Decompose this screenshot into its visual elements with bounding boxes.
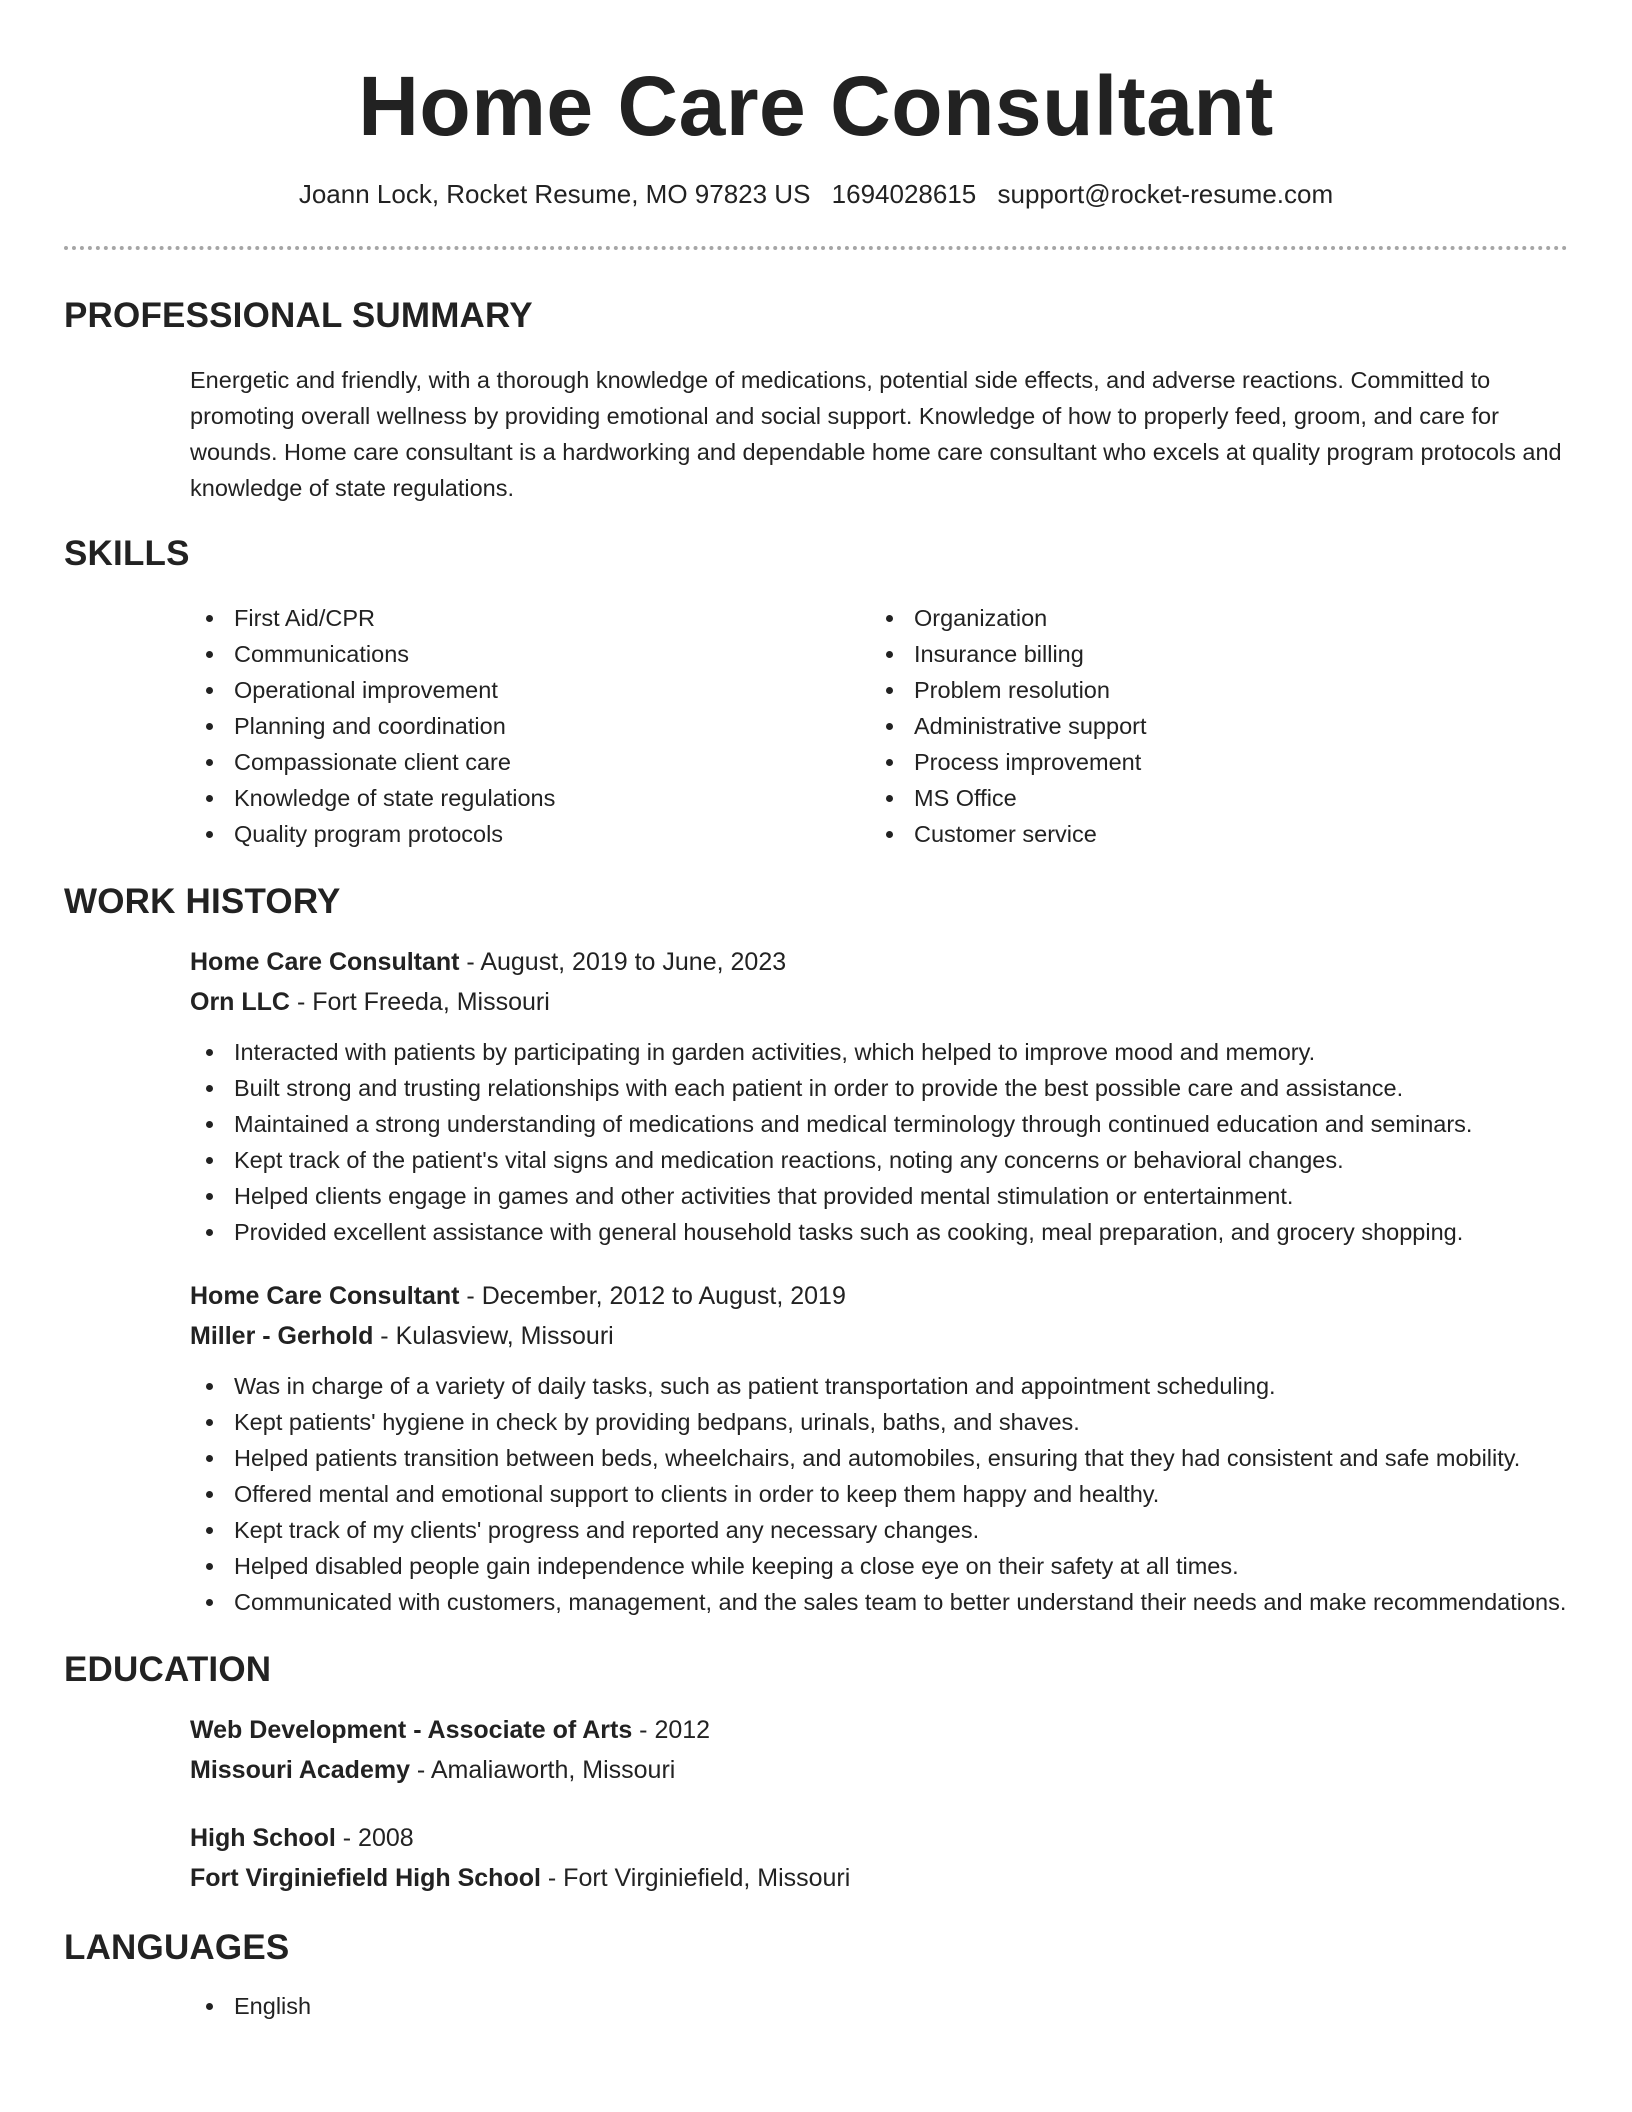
duty-item: Maintained a strong understanding of medications and medical terminology through continued education and seminars. — [190, 1106, 1568, 1142]
education-school-line — [190, 1858, 1568, 1898]
duty-item: Interacted with patients by participating in garden activities, which helped to improve mood and memory. — [190, 1034, 1568, 1070]
skills-list — [190, 600, 1568, 852]
skills-column-left — [190, 600, 870, 852]
education-school: Missouri Academy — [190, 1756, 410, 1784]
skill-item: Operational improvement — [190, 672, 870, 708]
duty-item: Helped clients engage in games and other activities that provided mental stimulation or entertainment. — [190, 1178, 1568, 1214]
education-year: - 2008 — [335, 1824, 414, 1852]
resume-title: Home Care Consultant — [358, 59, 1274, 153]
skill-item: Knowledge of state regulations — [190, 780, 870, 816]
job-duties — [190, 1368, 1568, 1620]
job-title: Home Care Consultant — [190, 1282, 460, 1310]
skills-heading: SKILLS — [64, 534, 190, 573]
header-divider — [64, 246, 1568, 250]
duty-item: Communicated with customers, management, and the sales team to better understand their needs and make recommendations. — [190, 1584, 1568, 1620]
contact-line — [64, 176, 1568, 212]
job-dates: - August, 2019 to June, 2023 — [459, 948, 787, 976]
skill-item: Administrative support — [870, 708, 1550, 744]
work-heading: WORK HISTORY — [64, 882, 341, 921]
education-school-line — [190, 1750, 1568, 1790]
languages-heading: LANGUAGES — [64, 1928, 290, 1967]
skill-item: MS Office — [870, 780, 1550, 816]
skill-item: Problem resolution — [870, 672, 1550, 708]
education-year: - 2012 — [632, 1716, 711, 1744]
job-duties — [190, 1034, 1568, 1250]
contact-address: Joann Lock, Rocket Resume, MO 97823 US — [298, 179, 811, 209]
education-heading: EDUCATION — [64, 1650, 272, 1689]
skill-item: Customer service — [870, 816, 1550, 852]
duty-item: Provided excellent assistance with general household tasks such as cooking, meal preparation, and grocery shopping. — [190, 1214, 1568, 1250]
resume-page — [64, 0, 1568, 2024]
job-company-line — [190, 1316, 1568, 1356]
language-item: English — [190, 1988, 1568, 2024]
job-title-line — [190, 1276, 1568, 1316]
duty-item: Helped patients transition between beds, wheelchairs, and automobiles, ensuring that they had consistent and safe mobility. — [190, 1440, 1568, 1476]
job-company: Orn LLC — [190, 988, 290, 1016]
job-entry — [190, 1276, 1568, 1620]
skill-item: Process improvement — [870, 744, 1550, 780]
job-location: - Kulasview, Missouri — [373, 1322, 614, 1350]
education-degree: High School — [190, 1824, 336, 1852]
languages-list — [190, 1988, 1568, 2024]
duty-item: Kept track of my clients' progress and reported any necessary changes. — [190, 1512, 1568, 1548]
education-entry — [190, 1710, 1568, 1790]
skill-item: First Aid/CPR — [190, 600, 870, 636]
contact-phone: 1694028615 — [831, 179, 977, 209]
education-degree: Web Development - Associate of Arts — [190, 1716, 633, 1744]
job-title-line — [190, 942, 1568, 982]
skill-item: Organization — [870, 600, 1550, 636]
education-degree-line — [190, 1710, 1568, 1750]
job-dates: - December, 2012 to August, 2019 — [459, 1282, 846, 1310]
skill-item: Planning and coordination — [190, 708, 870, 744]
duty-item: Helped disabled people gain independence while keeping a close eye on their safety at all times. — [190, 1548, 1568, 1584]
skill-item: Compassionate client care — [190, 744, 870, 780]
skill-item: Quality program protocols — [190, 816, 870, 852]
job-entry — [190, 942, 1568, 1250]
duty-item: Offered mental and emotional support to clients in order to keep them happy and healthy. — [190, 1476, 1568, 1512]
education-location: - Amaliaworth, Missouri — [409, 1756, 676, 1784]
job-company-line — [190, 982, 1568, 1022]
education-degree-line — [190, 1818, 1568, 1858]
education-location: - Fort Virginiefield, Missouri — [540, 1864, 851, 1892]
contact-email: support@rocket-resume.com — [997, 179, 1334, 209]
duty-item: Kept track of the patient's vital signs and medication reactions, noting any concerns or behavioral changes. — [190, 1142, 1568, 1178]
skill-item: Insurance billing — [870, 636, 1550, 672]
summary-text: Energetic and friendly, with a thorough knowledge of medications, potential side effects, and adverse reactions. Committed to promoting overall wellness by providing emotional and social support. Knowledge of how to properly feed, groom, and care for wounds. Home care consultant is a hardworking and dependable home care consultant who excels at quality program protocols and knowledge of state regulations. — [190, 367, 1562, 501]
duty-item: Kept patients' hygiene in check by providing bedpans, urinals, baths, and shaves. — [190, 1404, 1568, 1440]
skill-item: Communications — [190, 636, 870, 672]
education-entry — [190, 1818, 1568, 1898]
skills-column-right — [870, 600, 1550, 852]
duty-item: Was in charge of a variety of daily tasks, such as patient transportation and appointment scheduling. — [190, 1368, 1568, 1404]
job-title: Home Care Consultant — [190, 948, 460, 976]
duty-item: Built strong and trusting relationships with each patient in order to provide the best possible care and assistance. — [190, 1070, 1568, 1106]
job-company: Miller - Gerhold — [190, 1322, 374, 1350]
job-location: - Fort Freeda, Missouri — [290, 988, 550, 1016]
education-school: Fort Virginiefield High School — [190, 1864, 541, 1892]
summary-heading: PROFESSIONAL SUMMARY — [64, 296, 533, 335]
